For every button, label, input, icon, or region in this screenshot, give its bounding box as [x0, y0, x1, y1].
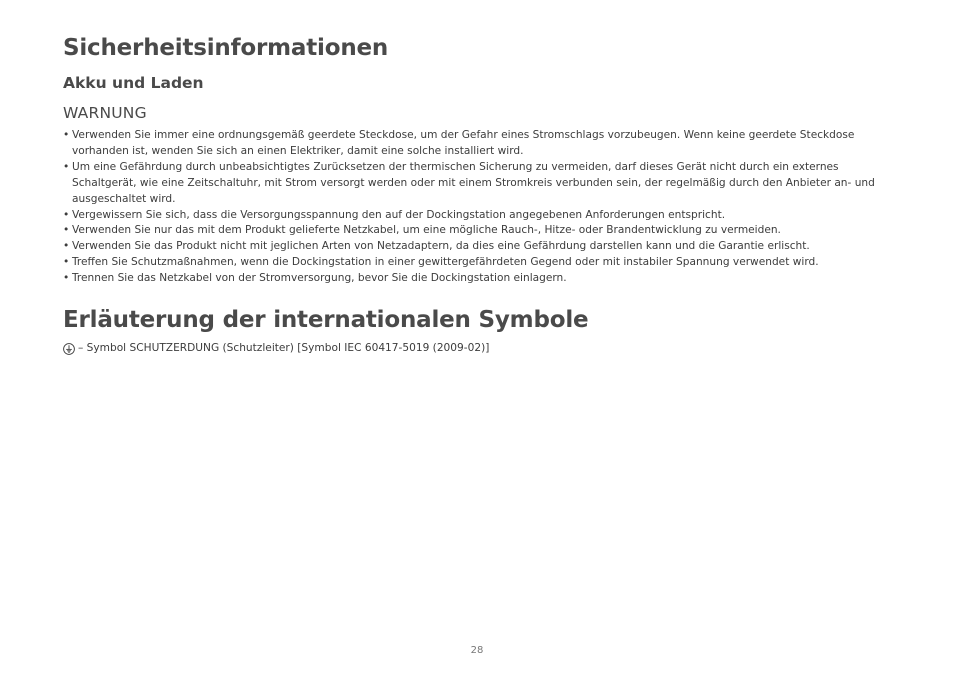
symbol-description: – Symbol SCHUTZERDUNG (Schutzleiter) [Symbol IEC 60417-5019 (2009-02)] [78, 342, 490, 355]
symbols-heading: Erläuterung der internationalen Symbole [63, 307, 589, 334]
bullet: • [63, 224, 70, 237]
warning-item [63, 208, 893, 224]
warning-text: Trennen Sie das Netzkabel von der Stromversorgung, bevor Sie die Dockingstation einlagern. [72, 272, 567, 285]
bullet: • [63, 256, 70, 269]
bullet: • [63, 240, 70, 253]
warning-text: Verwenden Sie immer eine ordnungsgemäß geerdete Steckdose, um der Gefahr eines Stromschlags vorzubeugen. Wenn keine geerdete Steckdose vorhanden ist, wenden Sie sich an einen Elektriker, damit eine solche installiert wird. [72, 129, 855, 157]
warning-text: Verwenden Sie nur das mit dem Produkt gelieferte Netzkabel, um eine mögliche Rauch-, Hitze- oder Brandentwicklung zu vermeiden. [72, 224, 781, 237]
warning-item [63, 255, 893, 271]
section-heading-akku: Akku und Laden [63, 74, 204, 92]
bullet: • [63, 129, 70, 141]
warning-text: Vergewissern Sie sich, dass die Versorgungsspannung den auf der Dockingstation angegebenen Anforderungen entspricht. [72, 208, 726, 221]
warning-text: Um eine Gefährdung durch unbeabsichtigtes Zurücksetzen der thermischen Sicherung zu vermeiden, darf dieses Gerät nicht durch ein externes Schaltgerät, wie eine Zeitschaltuhr, mit Strom versorgt werden oder mit einem Stromkreis verbunden sein, der regelmäßig durch den Anbieter an- und ausgeschaltet wird. [72, 160, 875, 205]
warning-list [63, 128, 893, 287]
warning-item [63, 271, 893, 287]
document-page [63, 32, 893, 356]
warning-text: Treffen Sie Schutzmaßnahmen, wenn die Dockingstation in einer gewittergefährdeten Gegend oder mit instabiler Spannung verwendet wird. [72, 256, 819, 269]
bullet: • [63, 208, 70, 221]
protective-earth-icon [63, 343, 75, 355]
bullet: • [63, 272, 70, 285]
symbol-explanation [63, 341, 893, 356]
bullet: • [63, 160, 70, 173]
warning-item [63, 239, 893, 255]
warning-item [63, 128, 893, 160]
warning-item [63, 160, 893, 208]
page-number: 28 [470, 645, 484, 656]
warning-text: Verwenden Sie das Produkt nicht mit jeglichen Arten von Netzadaptern, da dies eine Gefährdung darstellen kann und die Garantie erlischt. [72, 240, 810, 253]
page-title: Sicherheitsinformationen [63, 35, 389, 61]
warning-item [63, 223, 893, 239]
warning-heading: WARNUNG [63, 104, 147, 122]
